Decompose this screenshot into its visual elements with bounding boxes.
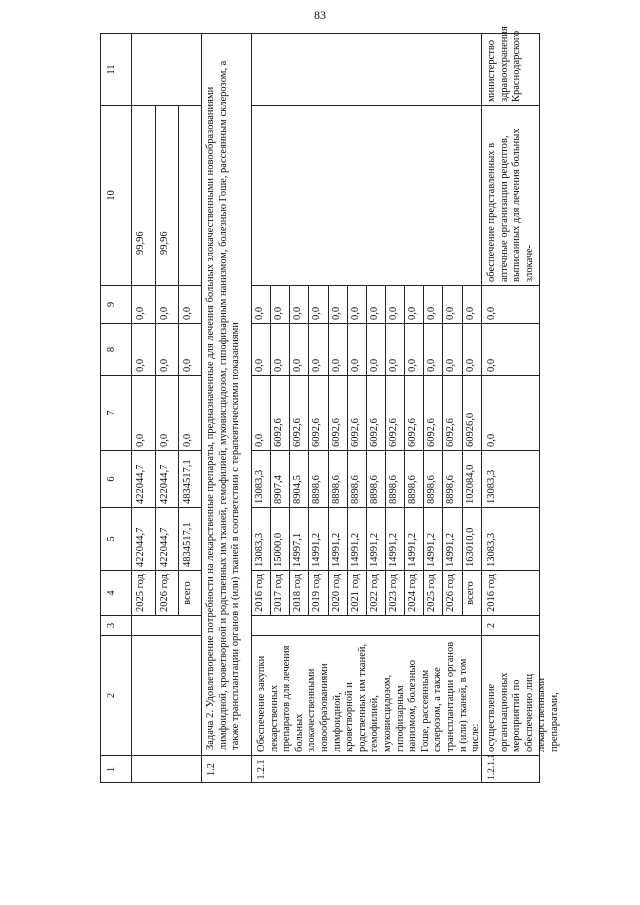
row-1-2-1-value: 14991,2 — [405, 508, 424, 570]
row-1-2-1-value: 0,0 — [424, 324, 443, 375]
rowA-value: 0,0 — [132, 376, 156, 450]
row-1-2-1-value: 0,0 — [252, 286, 271, 323]
row-1-2-1-col8-list — [252, 324, 482, 375]
row-1-2-1-year: 2016 год — [252, 571, 271, 615]
row-1-2-1-year: 2020 год — [329, 571, 348, 615]
row-1-2-1-value: 6092,6 — [405, 376, 424, 450]
row-1-2-1-col5 — [252, 507, 482, 570]
row-1-2-1-col11 — [252, 33, 482, 105]
rowA-value: 422044,7 — [132, 451, 156, 507]
rowA-col10 — [132, 105, 202, 285]
row-1-2-1-value: 0,0 — [271, 286, 290, 323]
row-1-2-1-value: 0,0 — [405, 324, 424, 375]
rowA-years — [132, 570, 202, 615]
row-1-2-1-value: 8904,5 — [290, 451, 309, 507]
row-1-2-1-value: 163010,0 — [464, 527, 476, 567]
row-1-2-1-year: 2025 год — [424, 571, 443, 615]
row-1-2-1-years — [252, 570, 482, 615]
row-1-2-1-value: 6092,6 — [271, 376, 290, 450]
rowA-value: 99,96 — [132, 106, 156, 285]
rowA-col6 — [132, 450, 202, 507]
row-1-2-1-value: 6092,6 — [367, 376, 386, 450]
row-1-2-1-value: 14997,1 — [290, 508, 309, 570]
row-1-2-1-value: 8898,6 — [386, 451, 405, 507]
rowA-col2 — [132, 635, 202, 755]
row-1-2-1-col9-list — [252, 286, 482, 323]
rowA-value — [179, 106, 203, 285]
rowA-value: 0,0 — [182, 358, 193, 372]
row-1-2-1-value: 0,0 — [348, 286, 367, 323]
row-1-2-1-1-col5: 13083,3 — [482, 507, 540, 570]
rowA-value: 422044,7 — [156, 508, 180, 570]
row-1-2-1-year: 2019 год — [309, 571, 328, 615]
row-1-2-1-value: 15000,0 — [271, 508, 290, 570]
row-1-2-1-value: 8898,6 — [405, 451, 424, 507]
row-1-2-1-value: 0,0 — [424, 286, 443, 323]
row-1-2-1-year: 2017 год — [271, 571, 290, 615]
row-1-2-1-col6-list — [252, 451, 482, 507]
row-1-2-1-value: 60926,0 — [464, 412, 476, 447]
row-1-2-1-col6 — [252, 450, 482, 507]
header-col-11: 11 — [100, 33, 132, 105]
task-number: 1.2 — [202, 755, 252, 783]
row-1-2-1-value: 6092,6 — [348, 376, 367, 450]
rowA-value: 0,0 — [182, 433, 193, 447]
row-1-2-1-col7-list — [252, 376, 482, 450]
header-col-8: 8 — [100, 323, 132, 375]
rowA-value: 99,96 — [156, 106, 180, 285]
rowA-value: 0,0 — [156, 324, 180, 375]
row-1-2-1-value: 0,0 — [386, 286, 405, 323]
row-1-2-1-year-list — [252, 571, 482, 615]
row-1-2-1-value: 13083,3 — [252, 508, 271, 570]
row-1-2-1-value: 8898,6 — [424, 451, 443, 507]
row-1-2-1-value: 14991,2 — [309, 508, 328, 570]
row-1-2-1-value: 0,0 — [271, 324, 290, 375]
table — [100, 26, 560, 783]
rowA-value: 422044,7 — [132, 508, 156, 570]
row-1-2-1-value: 0,0 — [405, 286, 424, 323]
rowA-value: 422044,7 — [156, 451, 180, 507]
row-1-2-1-value: 14991,2 — [329, 508, 348, 570]
row-1-2-1-value: 6092,6 — [290, 376, 309, 450]
row-1-2-1-value: 8898,6 — [367, 451, 386, 507]
rowA-col3 — [132, 615, 202, 635]
rowA-year: всего — [182, 581, 193, 605]
row-1-2-1-col8 — [252, 323, 482, 375]
row-1-2-1-value: 14991,2 — [424, 508, 443, 570]
rowA-value: 0,0 — [132, 286, 156, 323]
row-1-2-1-year: всего — [464, 581, 476, 605]
header-col-5: 5 — [100, 507, 132, 570]
row-1-2-1-year: 2024 год — [405, 571, 424, 615]
row-1-2-1-1-col6: 13083,3 — [482, 450, 540, 507]
row-1-2-1-year: 2021 год — [348, 571, 367, 615]
row-1-2-1-value: 0,0 — [464, 306, 476, 320]
row-1-2-1-col3 — [252, 615, 482, 635]
rotated-table-area — [100, 26, 560, 783]
row-1-2-1-value: 8898,6 — [348, 451, 367, 507]
row-1-2-1-value: 14991,2 — [443, 508, 462, 570]
rowA-col5 — [132, 507, 202, 570]
rowA-col9 — [132, 285, 202, 323]
row-1-2-1-value: 6092,6 — [443, 376, 462, 450]
row-1-2-1-col5-list — [252, 508, 482, 570]
row-1-2-1-value: 0,0 — [309, 286, 328, 323]
rowA-value: 0,0 — [182, 306, 193, 320]
row-1-2-1-value: 14991,2 — [367, 508, 386, 570]
row-1-2-1-value: 14991,2 — [348, 508, 367, 570]
row-1-2-1-1-name: осуществление организационных мероприятий по обеспечению лиц лекарственными препаратами, — [482, 635, 540, 755]
row-1-2-1-1-col7: 0,0 — [482, 375, 540, 450]
row-1-2-1-1-year: 2016 год — [482, 570, 540, 615]
task-text: Задача 2. Удовлетворение потребности на лекарственные препараты, предназначенные для лечения больных злокачественными новообразованиями лимфоидной, кроветворной и родственных им тканей, гемофилией, муковисцидозом, гипофизарным нанизмом, болезнью Гоше, рассеянным склерозом, а также трансплантации органов и (или) тканей в соответствии с терапевтическими показаниями — [202, 33, 252, 755]
rowA-value: 0,0 — [156, 376, 180, 450]
row-1-2-1-value: 0,0 — [329, 324, 348, 375]
row-1-2-1-value: 0,0 — [443, 324, 462, 375]
row-1-2-1-number: 1.2.1 — [252, 755, 482, 783]
row-1-2-1-1-number: 1.2.1.1 — [482, 755, 540, 783]
row-1-2-1-value: 0,0 — [386, 324, 405, 375]
row-1-2-1-value: 0,0 — [348, 324, 367, 375]
row-1-2-1-value: 8898,6 — [309, 451, 328, 507]
row-1-2-1-col7 — [252, 375, 482, 450]
page-number: 83 — [314, 8, 326, 22]
row-1-2-1-value: 0,0 — [367, 324, 386, 375]
row-1-2-1-1-col10: обеспечение представленных в аптечные организации рецептов, выписанных для лечения больных злокаче- — [482, 105, 540, 285]
row-1-2-1-name: Обеспечение закупки лекарственных препаратов для лечения больных злокачественными новообразованиями лимфоидной, кроветворной и родственных им тканей, гемофилией, муковисцидозом, гипофизарным нанизмом, болезнью Гоше, рассеянным склерозом, а также трансплантации органов и (или) тканей, в том числе: — [252, 635, 482, 755]
row-1-2-1-1-col8: 0,0 — [482, 323, 540, 375]
rowA-value: 0,0 — [156, 286, 180, 323]
header-col-1: 1 — [100, 755, 132, 783]
header-col-9: 9 — [100, 285, 132, 323]
rowA-value: 4834517,1 — [182, 522, 193, 567]
row-1-2-1-value: 8907,4 — [271, 451, 290, 507]
row-1-2-1-value: 0,0 — [252, 376, 271, 450]
row-1-2-1-value: 6092,6 — [424, 376, 443, 450]
row-1-2-1-col9 — [252, 285, 482, 323]
row-1-2-1-value: 0,0 — [290, 324, 309, 375]
header-col-4: 4 — [100, 570, 132, 615]
row-1-2-1-year: 2026 год — [443, 571, 462, 615]
row-1-2-1-year: 2023 год — [386, 571, 405, 615]
row-1-2-1-value: 0,0 — [290, 286, 309, 323]
row-1-2-1-value: 14991,2 — [386, 508, 405, 570]
rowA-col11 — [132, 33, 202, 105]
header-col-7: 7 — [100, 375, 132, 450]
row-1-2-1-value: 8898,6 — [329, 451, 348, 507]
row-1-2-1-value: 0,0 — [443, 286, 462, 323]
row-1-2-1-year: 2018 год — [290, 571, 309, 615]
row-1-2-1-year: 2022 год — [367, 571, 386, 615]
rowA-value: 4834517,1 — [182, 459, 193, 504]
row-1-2-1-value: 0,0 — [309, 324, 328, 375]
header-col-6: 6 — [100, 450, 132, 507]
row-1-2-1-value: 6092,6 — [386, 376, 405, 450]
row-1-2-1-value: 0,0 — [367, 286, 386, 323]
header-col-10: 10 — [100, 105, 132, 285]
row-1-2-1-value: 0,0 — [464, 358, 476, 372]
row-1-2-1-value: 6092,6 — [329, 376, 348, 450]
row-1-2-1-1-col11: министерство здравоохранения Краснодарского — [482, 33, 540, 105]
row-1-2-1-col10 — [252, 105, 482, 285]
rowA-value: 0,0 — [132, 324, 156, 375]
row-1-2-1-value: 0,0 — [329, 286, 348, 323]
row-1-2-1-1-col9: 0,0 — [482, 285, 540, 323]
rowA-year: 2026 год — [156, 571, 180, 615]
header-col-3: 3 — [100, 615, 132, 635]
row-1-2-1-value: 6092,6 — [309, 376, 328, 450]
rowA-col7 — [132, 375, 202, 450]
header-col-2: 2 — [100, 635, 132, 755]
row-1-2-1-value: 0,0 — [252, 324, 271, 375]
row-1-2-1-value: 13083,3 — [252, 451, 271, 507]
rowA-col8 — [132, 323, 202, 375]
row-1-2-1-1-col3: 2 — [482, 615, 540, 635]
row-1-2-1-value: 102084,0 — [464, 464, 476, 504]
rowA-col1 — [132, 755, 202, 783]
rowA-year: 2025 год — [132, 571, 156, 615]
row-1-2-1-value: 8898,6 — [443, 451, 462, 507]
